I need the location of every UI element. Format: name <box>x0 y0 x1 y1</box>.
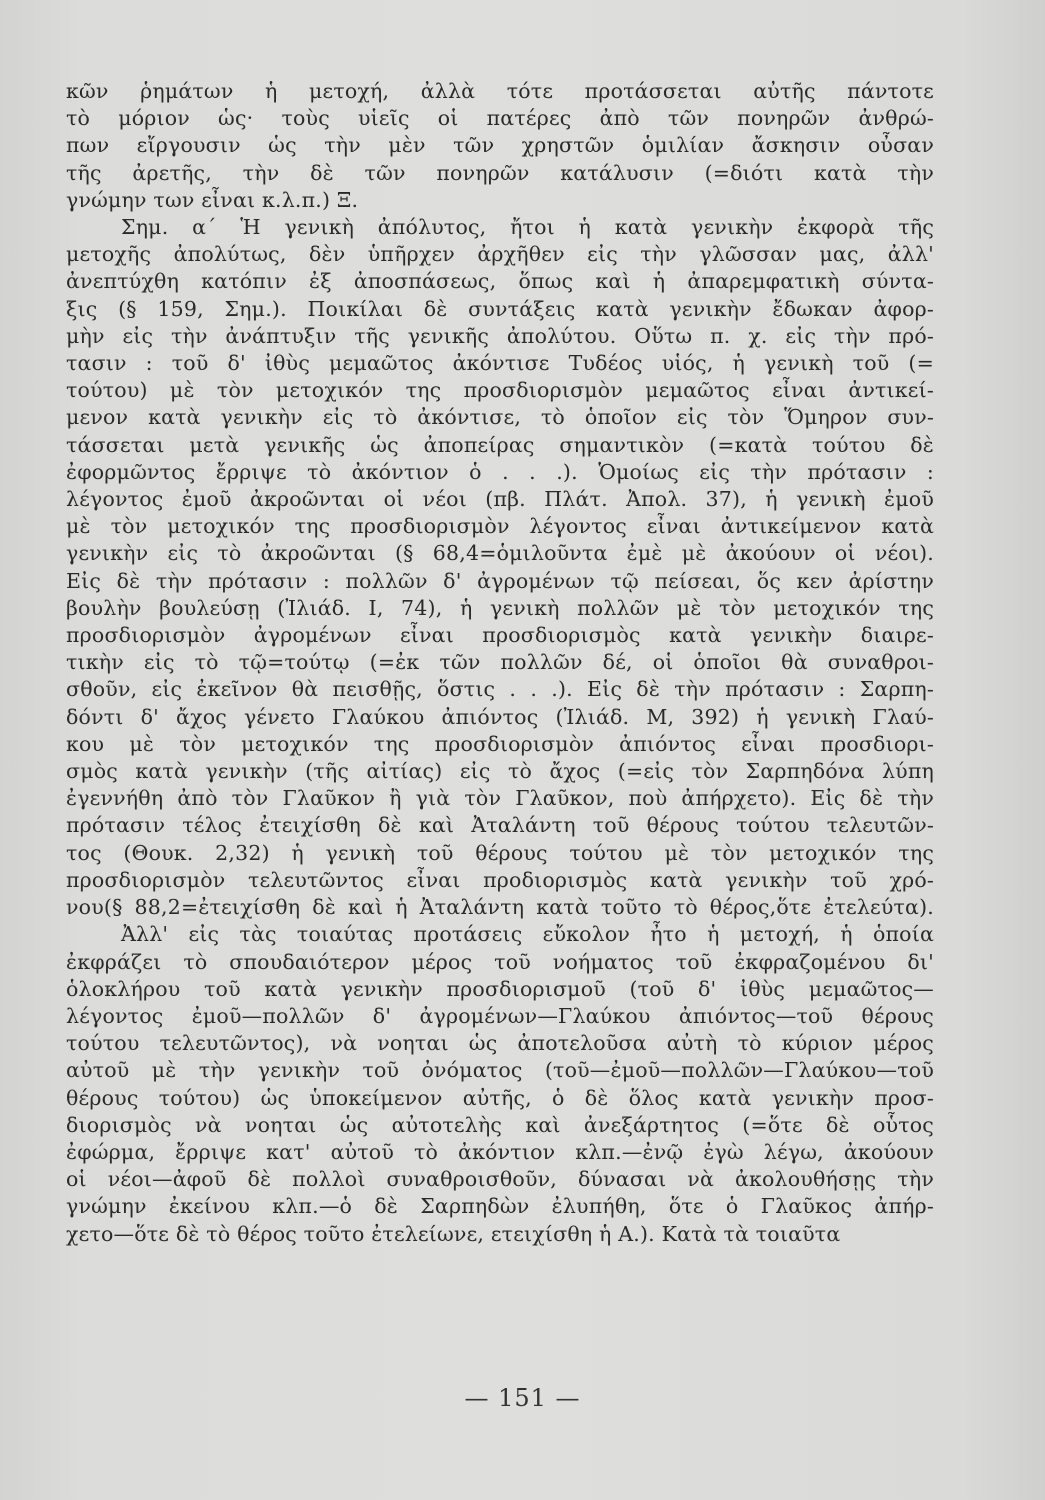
text-line: τούτου τελευτῶντος), νὰ νοηται ὡς ἀποτελοῦσα αὐτὴ τὸ κύριον μέρος <box>66 1031 934 1056</box>
text-line: σμὸς κατὰ γενικὴν (τῆς αἰτίας) εἰς τὸ ἄχος (=εἰς τὸν Σαρπηδόνα λύπη <box>66 759 934 784</box>
text-line: ὁλοκλήρου τοῦ κατὰ γενικὴν προσδιορισμοῦ (τοῦ δ' ἰθὺς μεμαῶτος— <box>66 976 934 1001</box>
text-line: οἱ νέοι—ἀφοῦ δὲ πολλοὶ συναθροισθοῦν, δύνασαι νὰ ἀκολουθήσῃς τὴν <box>66 1167 934 1192</box>
text-line: γενικὴν εἰς τὸ ἀκροῶνται (§ 68,4=ὁμιλοῦντα ἐμὲ μὲ ἀκούουν οἱ νέοι). <box>66 541 934 566</box>
text-line: ἀνεπτύχθη κατόπιν ἐξ ἀποσπάσεως, ὅπως καὶ ἡ ἀπαρεμφατικὴ σύντα- <box>66 269 934 294</box>
text-line: Ἀλλ' εἰς τὰς τοιαύτας προτάσεις εὔκολον ἦτο ἡ μετοχή, ἡ ὁποία <box>121 922 934 947</box>
text-line: λέγοντος ἐμοῦ ἀκροῶνται οἱ νέοι (πβ. Πλάτ. Ἀπολ. 37), ἡ γενικὴ ἐμοῦ <box>66 487 934 512</box>
text-line: σθοῦν, εἰς ἐκεῖνον θὰ πεισθῇς, ὅστις . . .). Εἰς δὲ τὴν πρότασιν : Σαρπη- <box>66 677 934 702</box>
text-line: χετο—ὅτε δὲ τὸ θέρος τοῦτο ἐτελείωνε, ετειχίσθη ἡ Α.). Κατὰ τὰ τοιαῦτα <box>66 1221 841 1246</box>
text-line: μετοχῆς ἀπολύτως, δὲν ὑπῆρχεν ἀρχῆθεν εἰς τὴν γλῶσσαν μας, ἀλλ' <box>66 242 934 267</box>
text-line: τὸ μόριον ὡς· τοὺς υἱεῖς οἱ πατέρες ἀπὸ τῶν πονηρῶν ἀνθρώ- <box>66 106 934 131</box>
text-line: νου(§ 88,2=ἐτειχίσθη δὲ καὶ ἡ Ἀταλάντη κατὰ τοῦτο τὸ θέρος,ὅτε ἐτελεύτα). <box>66 895 934 920</box>
text-line: μὲ τὸν μετοχικόν της προσδιορισμὸν λέγοντος εἶναι ἀντικείμενον κατὰ <box>66 514 934 539</box>
text-line: ἐγεννήθη ἀπὸ τὸν Γλαῦκον ἢ γιὰ τὸν Γλαῦκον, ποὺ ἀπήρχετο). Εἰς δὲ τὴν <box>66 786 934 811</box>
text-line: ἐφορμῶντος ἔρριψε τὸ ἀκόντιον ὁ . . .). Ὁμοίως εἰς τὴν πρότασιν : <box>66 459 934 484</box>
text-line: τῆς ἀρετῆς, τὴν δὲ τῶν πονηρῶν κατάλυσιν (=διότι κατὰ τὴν <box>66 160 934 185</box>
text-line: λέγοντος ἐμοῦ—πολλῶν δ' ἀγρομένων—Γλαύκου ἀπιόντος—τοῦ θέρους <box>66 1003 934 1028</box>
text-line: τος (Θουκ. 2,32) ἡ γενικὴ τοῦ θέρους τούτου μὲ τὸν μετοχικόν της <box>66 840 934 865</box>
text-line: δόντι δ' ἄχος γένετο Γλαύκου ἀπιόντος (Ἰλιάδ. Μ, 392) ἡ γενικὴ Γλαύ- <box>66 704 934 729</box>
text-line: γνώμην ἐκείνου κλπ.—ὁ δὲ Σαρπηδὼν ἐλυπήθη, ὅτε ὁ Γλαῦκος ἀπήρ- <box>66 1194 934 1219</box>
text-line: τάσσεται μετὰ γενικῆς ὡς ἀποπείρας σημαντικὸν (=κατὰ τούτου δὲ <box>66 432 934 457</box>
text-line: προσδιορισμὸν τελευτῶντος εἶναι προδιορισμὸς κατὰ γενικὴν τοῦ χρό- <box>66 867 934 892</box>
text-line: τικὴν εἰς τὸ τῷ=τούτῳ (=ἐκ τῶν πολλῶν δέ, οἱ ὁποῖοι θὰ συναθροι- <box>66 650 934 675</box>
text-line: πων εἴργουσιν ὡς τὴν μὲν τῶν χρηστῶν ὁμιλίαν ἄσκησιν οὖσαν <box>66 133 934 158</box>
text-line: κου μὲ τὸν μετοχικόν της προσδιορισμὸν ἀπιόντος εἶναι προσδιορι- <box>66 731 934 756</box>
text-line: ἐφώρμα, ἔρριψε κατ' αὐτοῦ τὸ ἀκόντιον κλπ.—ἐνῷ ἐγὼ λέγω, ἀκούουν <box>66 1139 934 1164</box>
text-line: θέρους τούτου) ὡς ὑποκείμενον αὐτῆς, ὁ δὲ ὅλος κατὰ γενικὴν προσ- <box>66 1085 934 1110</box>
text-line: μενον κατὰ γενικὴν εἰς τὸ ἀκόντισε, τὸ ὁποῖον εἰς τὸν Ὅμηρον συν- <box>66 405 934 430</box>
text-line: βουλὴν βουλεύσῃ (Ἰλιάδ. Ι, 74), ἡ γενικὴ πολλῶν μὲ τὸν μετοχικόν της <box>66 595 934 620</box>
text-line: Εἰς δὲ τὴν πρότασιν : πολλῶν δ' ἀγρομένων τῷ πείσεαι, ὅς κεν ἀρίστην <box>66 568 934 593</box>
text-line: Σημ. α΄ Ἡ γενικὴ ἀπόλυτος, ἤτοι ἡ κατὰ γενικὴν ἐκφορὰ τῆς <box>121 215 934 240</box>
text-line: γνώμην των εἶναι κ.λ.π.) Ξ. <box>66 187 359 212</box>
text-line: τούτου) μὲ τὸν μετοχικόν της προσδιορισμὸν μεμαῶτος εἶναι ἀντικεί- <box>66 378 934 403</box>
text-line: προσδιορισμὸν ἀγρομένων εἶναι προσδιορισμὸς κατὰ γενικὴν διαιρε- <box>66 623 934 648</box>
page-number: — 151 — <box>464 1384 581 1412</box>
text-line: διορισμὸς νὰ νοηται ὡς αὐτοτελὴς καὶ ἀνεξάρτητος (=ὅτε δὲ οὗτος <box>66 1112 934 1137</box>
text-line: κῶν ῥημάτων ἡ μετοχή, ἀλλὰ τότε προτάσσεται αὐτῆς πάντοτε <box>66 79 934 103</box>
text-line: τασιν : τοῦ δ' ἰθὺς μεμαῶτος ἀκόντισε Τυδέος υἱός, ἡ γενικὴ τοῦ (= <box>66 351 934 376</box>
text-line: αὐτοῦ μὲ τὴν γενικὴν τοῦ ὀνόματος (τοῦ—ἐμοῦ—πολλῶν—Γλαύκου—τοῦ <box>66 1058 934 1083</box>
text-line: ξις (§ 159, Σημ.). Ποικίλαι δὲ συντάξεις κατὰ γενικὴν ἔδωκαν ἀφορ- <box>66 296 934 321</box>
text-line: μὴν εἰς τὴν ἀνάπτυξιν τῆς γενικῆς ἀπολύτου. Οὕτω π. χ. εἰς τὴν πρό- <box>66 323 934 348</box>
text-line: πρότασιν τέλος ἐτειχίσθη δὲ καὶ Ἀταλάντη τοῦ θέρους τούτου τελευτῶν- <box>66 813 934 838</box>
text-line: ἐκφράζει τὸ σπουδαιότερον μέρος τοῦ νοήματος τοῦ ἐκφραζομένου δι' <box>66 949 934 974</box>
body-text <box>66 78 934 1248</box>
